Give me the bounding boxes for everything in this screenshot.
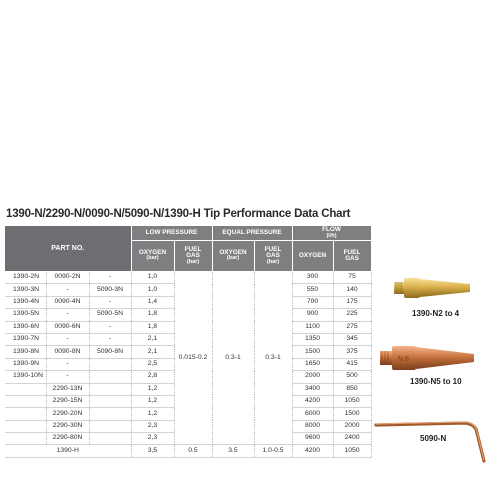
- last-row-fo-cell: 4200: [292, 445, 333, 457]
- flow-oxygen-cell: 8000: [292, 420, 333, 432]
- flow-oxygen-cell: 1100: [292, 321, 333, 333]
- last-row-epo-cell: 3.5: [212, 445, 254, 457]
- flow-fuel-cell: 415: [333, 358, 371, 370]
- part-5090-cell: 5090-3N: [89, 284, 131, 296]
- part-1390-h-cell: 1390-H: [5, 445, 131, 457]
- header-ep-fuel-label: FUEL GAS: [264, 245, 282, 260]
- header-lp-fuel-label: FUEL GAS: [184, 245, 202, 260]
- low-pressure-oxygen-cell: 2,3: [131, 433, 174, 445]
- part-5090-cell: [89, 408, 131, 420]
- low-pressure-oxygen-cell: 1,0: [131, 272, 174, 284]
- part-1390-cell: [5, 383, 46, 395]
- flow-oxygen-cell: 550: [292, 284, 333, 296]
- flow-fuel-cell: 1500: [333, 408, 371, 420]
- header-part-no: PART NO.: [5, 226, 131, 272]
- header-flow: [292, 226, 371, 241]
- part-1390-cell: [5, 420, 46, 432]
- flow-oxygen-cell: 300: [292, 272, 333, 284]
- header-equal-pressure: EQUAL PRESSURE: [212, 226, 292, 241]
- flow-oxygen-cell: 9600: [292, 433, 333, 445]
- flow-oxygen-cell: 1500: [292, 346, 333, 358]
- tip-n5-stamp: N 8: [398, 356, 409, 363]
- low-pressure-oxygen-cell: 1,2: [131, 408, 174, 420]
- low-pressure-oxygen-cell: 1,8: [131, 309, 174, 321]
- part-1390-cell: 1390-4N: [5, 296, 46, 308]
- flow-fuel-cell: 2000: [333, 420, 371, 432]
- part-5090-cell: [89, 358, 131, 370]
- part-0090-cell: -: [46, 309, 89, 321]
- header-flow-fuel: [333, 241, 371, 272]
- part-0090-cell: 2290-30N: [46, 420, 89, 432]
- flow-oxygen-cell: 3400: [292, 383, 333, 395]
- part-5090-cell: [89, 395, 131, 407]
- last-row-lpo-cell: 3,5: [131, 445, 174, 457]
- part-5090-cell: -: [89, 272, 131, 284]
- part-5090-cell: -: [89, 296, 131, 308]
- tip-1390-n2-label: 1390-N2 to 4: [412, 309, 460, 318]
- header-lp-oxygen-unit: (bar): [146, 255, 159, 262]
- flow-fuel-cell: 1050: [333, 395, 371, 407]
- flow-oxygen-cell: 6000: [292, 408, 333, 420]
- part-0090-cell: 0090-2N: [46, 272, 89, 284]
- flow-fuel-cell: 140: [333, 284, 371, 296]
- flow-fuel-cell: 345: [333, 333, 371, 345]
- part-1390-cell: [5, 408, 46, 420]
- header-flow-oxygen: OXYGEN: [292, 241, 333, 272]
- part-1390-cell: 1390-3N: [5, 284, 46, 296]
- header-flow-label: FLOW: [322, 225, 341, 233]
- performance-table: [5, 226, 372, 458]
- header-lp-fuel-unit: (bar): [186, 258, 200, 265]
- flow-fuel-cell: 2400: [333, 433, 371, 445]
- flow-oxygen-cell: 1350: [292, 333, 333, 345]
- chart-title: 1390-N/2290-N/0090-N/5090-N/1390-H Tip Performance Data Chart: [6, 208, 351, 220]
- equal-pressure-oxygen-cell: 0.3-1: [212, 272, 254, 445]
- low-pressure-oxygen-cell: 1,2: [131, 383, 174, 395]
- flow-fuel-cell: 175: [333, 296, 371, 308]
- flow-fuel-cell: 850: [333, 383, 371, 395]
- table-row: [5, 445, 371, 457]
- part-0090-cell: 0090-4N: [46, 296, 89, 308]
- part-0090-cell: -: [46, 371, 89, 383]
- part-0090-cell: 2290-20N: [46, 408, 89, 420]
- low-pressure-oxygen-cell: 1,2: [131, 395, 174, 407]
- flow-fuel-cell: 225: [333, 309, 371, 321]
- header-lp-oxygen: [131, 241, 174, 272]
- part-1390-cell: 1390-7N: [5, 333, 46, 345]
- part-5090-cell: [89, 420, 131, 432]
- tip-1390-n2-image: [392, 270, 474, 306]
- flow-oxygen-cell: 4200: [292, 395, 333, 407]
- low-pressure-fuel-cell: 0.015-0.2: [174, 272, 212, 445]
- header-ep-oxygen: [212, 241, 254, 272]
- part-0090-cell: 2290-80N: [46, 433, 89, 445]
- flow-oxygen-cell: 1650: [292, 358, 333, 370]
- part-1390-cell: 1390-5N: [5, 309, 46, 321]
- low-pressure-oxygen-cell: 1,4: [131, 296, 174, 308]
- part-5090-cell: [89, 383, 131, 395]
- low-pressure-oxygen-cell: 2,1: [131, 346, 174, 358]
- part-1390-cell: [5, 395, 46, 407]
- low-pressure-oxygen-cell: 1,8: [131, 321, 174, 333]
- part-0090-cell: 2290-13N: [46, 383, 89, 395]
- part-1390-cell: 1390-8N: [5, 346, 46, 358]
- header-lp-fuel: [174, 241, 212, 272]
- equal-pressure-fuel-cell: 0.3-1: [254, 272, 292, 445]
- part-0090-cell: 0090-8N: [46, 346, 89, 358]
- part-1390-cell: [5, 433, 46, 445]
- flow-oxygen-cell: 2000: [292, 371, 333, 383]
- low-pressure-oxygen-cell: 2,3: [131, 420, 174, 432]
- part-5090-cell: -: [89, 333, 131, 345]
- tip-1390-n5-label: 1390-N5 to 10: [410, 377, 462, 386]
- part-5090-cell: 5090-8N: [89, 346, 131, 358]
- part-5090-cell: 5090-5N: [89, 309, 131, 321]
- part-5090-cell: [89, 433, 131, 445]
- tip-5090-n-label: 5090-N: [420, 434, 447, 443]
- part-0090-cell: 2290-15N: [46, 395, 89, 407]
- part-5090-cell: [89, 371, 131, 383]
- last-row-epf-cell: 1.0-0.5: [254, 445, 292, 457]
- part-0090-cell: -: [46, 358, 89, 370]
- flow-oxygen-cell: 900: [292, 309, 333, 321]
- header-ep-fuel: [254, 241, 292, 272]
- part-1390-cell: 1390-2N: [5, 272, 46, 284]
- low-pressure-oxygen-cell: 2,8: [131, 371, 174, 383]
- part-0090-cell: -: [46, 284, 89, 296]
- last-row-ff-cell: 1050: [333, 445, 371, 457]
- header-ep-oxygen-unit: (bar): [226, 255, 240, 262]
- header-low-pressure: LOW PRESSURE: [131, 226, 212, 241]
- part-5090-cell: -: [89, 321, 131, 333]
- low-pressure-oxygen-cell: 1,0: [131, 284, 174, 296]
- header-ep-fuel-unit: (bar): [266, 258, 280, 265]
- part-0090-cell: 0090-6N: [46, 321, 89, 333]
- flow-fuel-cell: 500: [333, 371, 371, 383]
- part-1390-cell: 1390-6N: [5, 321, 46, 333]
- header-flow-fuel-label: FUEL GAS: [343, 248, 361, 262]
- table-row: [5, 272, 371, 284]
- flow-fuel-cell: 375: [333, 346, 371, 358]
- flow-fuel-cell: 275: [333, 321, 371, 333]
- header-ep-oxygen-label: OXYGEN: [219, 249, 247, 257]
- low-pressure-oxygen-cell: 2,5: [131, 358, 174, 370]
- last-row-lpf-cell: 0.5: [174, 445, 212, 457]
- low-pressure-oxygen-cell: 2,1: [131, 333, 174, 345]
- table-body: [5, 272, 371, 458]
- header-lp-oxygen-label: OXYGEN: [138, 249, 167, 257]
- flow-fuel-cell: 75: [333, 272, 371, 284]
- part-1390-cell: 1390-10N: [5, 371, 46, 383]
- part-0090-cell: -: [46, 333, 89, 345]
- flow-oxygen-cell: 700: [292, 296, 333, 308]
- header-flow-unit: (l/h): [326, 232, 337, 239]
- part-1390-cell: 1390-9N: [5, 358, 46, 370]
- tip-1390-n5-image: [378, 342, 478, 374]
